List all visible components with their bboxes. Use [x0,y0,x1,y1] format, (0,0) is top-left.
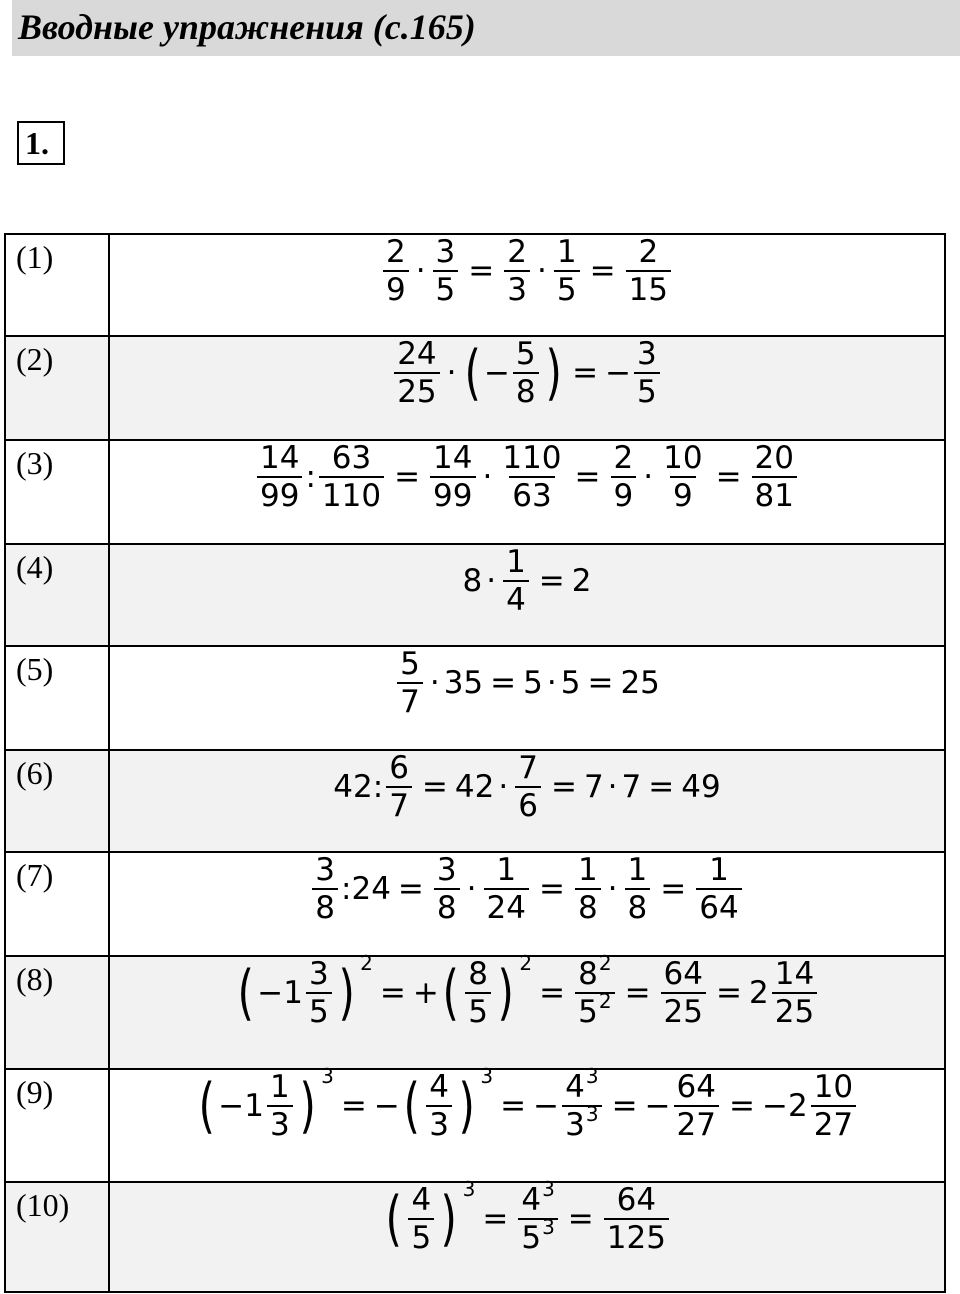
math-token: 8 [312,888,338,925]
math-token: 4 [429,1069,449,1105]
math-token: = [729,1088,755,1125]
math-token: ( [442,958,459,1029]
math-token: ) [440,1184,458,1255]
math-token: 25 [620,665,660,702]
math-token: 3 [585,1102,599,1127]
fraction [503,545,529,617]
math-token: · [466,871,477,908]
math-token: 110 [319,476,384,513]
expression-cell [109,750,945,852]
fraction [312,853,338,925]
expression-cell [109,544,945,646]
fraction [661,957,706,1029]
math-token: = [611,1088,638,1125]
math-token [518,1177,557,1218]
math-token: 64 [696,888,741,925]
math-token: ) [458,1071,475,1142]
math-token: 99 [430,476,475,513]
math-token: · [446,355,457,392]
math-token: 5 [560,665,581,702]
math-token: 14 [259,440,300,476]
math-token [575,951,614,992]
row-label: (3) [5,440,109,544]
fraction [504,235,530,307]
math-token: = [572,355,599,392]
page-title: Вводные упражнения (с.165) [18,7,476,47]
fraction [575,853,601,925]
math-token: : [341,871,352,908]
math-token: 5 [634,372,660,409]
math-token: 63 [331,440,372,476]
math-token: 5 [433,270,459,307]
math-token [518,1215,557,1257]
math-token: 2 [385,234,406,270]
math-token [575,989,614,1031]
table-row [5,1069,945,1182]
math-token: = [397,871,424,908]
math-token: 3 [315,852,336,888]
row-label: (4) [5,544,109,646]
math-token: 42: [333,769,384,806]
fraction [634,337,660,409]
math-token: − [605,355,632,392]
math-token: 7 [518,750,538,786]
math-token: ) [299,1071,316,1142]
math-token: = [421,769,448,806]
math-token: 24 [351,871,391,908]
fraction [660,441,705,513]
math-token: = [624,975,651,1012]
math-token: 3 [436,852,457,888]
row-label: (2) [5,336,109,440]
math-token: 5 [400,646,420,682]
math-token: 25 [772,992,817,1029]
math-token: 8 [434,888,460,925]
math-token: 3 [542,1215,555,1240]
fraction [811,1070,856,1142]
expression-cell [109,646,945,750]
math-token: 2 [519,951,533,975]
fraction [383,235,409,307]
math-token: · [482,459,493,496]
math-token: = [539,975,566,1012]
math-token: ) [338,958,355,1029]
math-token: 1 [496,852,517,888]
math-token: = [648,769,675,806]
expression-cell [109,336,945,440]
math-token: · [486,563,497,600]
math-token: · [498,769,509,806]
math-token: ( [385,1184,402,1255]
math-token: 2 [598,989,612,1014]
fraction [625,853,651,925]
table-row [5,750,945,852]
fraction [515,751,541,823]
math-token: 3 [504,270,530,307]
math-token: 1 [577,852,598,888]
math-token: 6 [515,786,541,823]
expression-cell [109,951,945,1069]
math-token: 10 [813,1069,854,1105]
math-token: = [490,665,517,702]
math-token: 3 [462,1177,476,1201]
math-token: 3 [542,1177,555,1201]
math-token: 5 [521,1220,542,1257]
expression-cell [109,1064,945,1182]
math-token: 64 [663,956,703,992]
math-token: 42 [454,769,495,806]
math-token: 25 [394,372,439,409]
fraction [433,235,459,307]
table-row [5,440,945,544]
math-token: = [567,1201,594,1238]
table-row [5,336,945,440]
math-token: = [500,1088,527,1125]
fraction [626,235,671,307]
row-label: (10) [5,1182,109,1292]
math-token: 9 [611,476,637,513]
fraction [430,441,475,513]
math-token: −1 [257,975,303,1012]
task-number: 1. [17,121,65,165]
fraction [575,951,614,1031]
fraction [394,337,439,409]
fraction [499,441,564,513]
math-token: = [574,459,601,496]
fraction [562,1064,601,1144]
fraction [604,1183,669,1255]
math-token: 64 [676,1069,716,1105]
math-token: = [468,253,495,290]
math-token: 2 [748,975,769,1012]
math-token: 125 [604,1218,669,1255]
math-token: = [482,1201,509,1238]
math-token: · [607,871,618,908]
fraction [484,853,529,925]
math-token: 7 [583,769,604,806]
table-row [5,544,945,646]
fraction [267,1070,293,1142]
math-token: = [660,871,687,908]
math-token: 3 [480,1064,494,1088]
table-row [5,1182,945,1292]
math-token: 1 [709,852,729,888]
math-token: 24 [484,888,529,925]
math-token: 14 [433,440,473,476]
row-label: (8) [5,956,109,1069]
math-token: 5 [554,270,580,307]
math-token: − [644,1088,671,1125]
math-token: 3 [267,1105,293,1142]
math-token [562,1102,601,1144]
math-token: 4 [521,1182,542,1218]
math-token: 3 [565,1107,585,1144]
math-token: 8 [462,563,483,600]
fraction [518,1177,557,1257]
math-token: 1 [627,852,648,888]
fraction [554,235,580,307]
math-token: 3 [435,234,456,270]
math-token: = [379,975,406,1012]
math-token: − [533,1088,560,1125]
math-token: 1 [506,544,526,580]
math-token: + [412,975,439,1012]
math-token: 81 [752,476,797,513]
math-token: = [587,665,614,702]
math-token: = [394,459,421,496]
fraction [752,441,797,513]
row-label: (1) [5,234,109,336]
math-token: · [537,253,547,290]
math-token: 9 [383,270,409,307]
math-token: · [643,459,654,496]
table-row [5,852,945,956]
math-token: −1 [218,1088,264,1125]
fraction [611,441,637,513]
math-token: ( [464,338,481,409]
solutions-table [4,233,946,1293]
fraction [434,853,460,925]
fraction [306,957,332,1029]
table-row [5,234,945,336]
math-token: 20 [754,440,794,476]
math-token: 3 [637,336,657,372]
math-token: 7 [386,786,412,823]
math-token: 27 [674,1105,719,1142]
math-token: 7 [621,769,642,806]
fraction [513,337,539,409]
math-token: 5 [578,994,598,1031]
math-token: 5 [523,665,543,702]
math-token: ( [403,1071,420,1142]
math-token: 8 [575,888,601,925]
math-token: 99 [257,476,302,513]
math-token: = [340,1088,367,1125]
math-token: 1 [269,1069,290,1105]
math-token: · [607,769,618,806]
row-label: (7) [5,852,109,956]
math-token: = [538,563,565,600]
math-token: 2 [598,951,612,975]
math-token: = [538,871,565,908]
math-token: = [550,769,577,806]
math-token: 3 [426,1105,452,1142]
math-token: 3 [308,956,329,992]
math-token: ( [198,1071,215,1142]
math-token: − [373,1088,400,1125]
math-token: 110 [502,440,562,476]
math-token: 4 [411,1182,432,1218]
math-token: 8 [625,888,651,925]
fraction [386,751,412,823]
row-label: (9) [5,1069,109,1182]
math-token: = [716,975,742,1012]
expression-cell [109,1177,945,1292]
math-token: 6 [389,750,409,786]
math-token: 1 [556,234,577,270]
math-token: 5 [465,992,491,1029]
math-token: 3 [321,1064,334,1088]
math-token: ( [237,958,254,1029]
table-row [5,956,945,1069]
math-token: 2 [360,951,373,975]
math-token: 4 [503,580,529,617]
header-bar [12,0,960,56]
math-token: 2 [613,440,634,476]
math-token: : [305,459,316,496]
math-token: · [429,665,440,702]
fraction [257,441,302,513]
math-token: ) [497,958,514,1029]
math-token: 25 [661,992,706,1029]
math-token: 10 [663,440,703,476]
fraction [408,1183,434,1255]
expression-cell [109,440,945,544]
math-token: 2 [787,1088,808,1125]
fraction [772,957,817,1029]
fraction [696,853,741,925]
math-token: 2 [507,234,527,270]
math-token: 49 [681,769,721,806]
math-token: 3 [585,1064,599,1088]
math-token: 8 [578,956,598,992]
fraction [397,647,423,719]
expression-cell [109,234,945,336]
math-token: 7 [397,682,423,719]
math-token: 8 [513,372,539,409]
math-token: 5 [408,1218,434,1255]
math-token [562,1064,601,1105]
fraction [465,957,491,1029]
math-token: · [415,253,426,290]
math-token: 9 [670,476,696,513]
math-token: 35 [443,665,484,702]
math-token: 5 [515,336,536,372]
math-token: 64 [616,1182,657,1218]
math-token: = [715,459,742,496]
row-label: (5) [5,646,109,750]
math-token: 14 [774,956,815,992]
math-token: − [761,1088,788,1125]
math-token: 2 [571,563,592,600]
math-token: 15 [626,270,671,307]
math-token: 63 [509,476,554,513]
expression-cell [109,852,945,956]
math-token: − [483,355,510,392]
math-token: 2 [638,234,659,270]
fraction [674,1070,719,1142]
table-row [5,646,945,750]
math-token: 5 [306,992,332,1029]
math-token: 24 [397,336,437,372]
math-token: 8 [468,956,488,992]
math-token: ) [545,338,562,409]
math-token: · [546,665,557,702]
fraction [426,1070,452,1142]
math-token: 27 [811,1105,856,1142]
fraction [319,441,384,513]
math-token: = [589,253,616,290]
row-label: (6) [5,750,109,852]
math-token: 4 [565,1069,585,1105]
